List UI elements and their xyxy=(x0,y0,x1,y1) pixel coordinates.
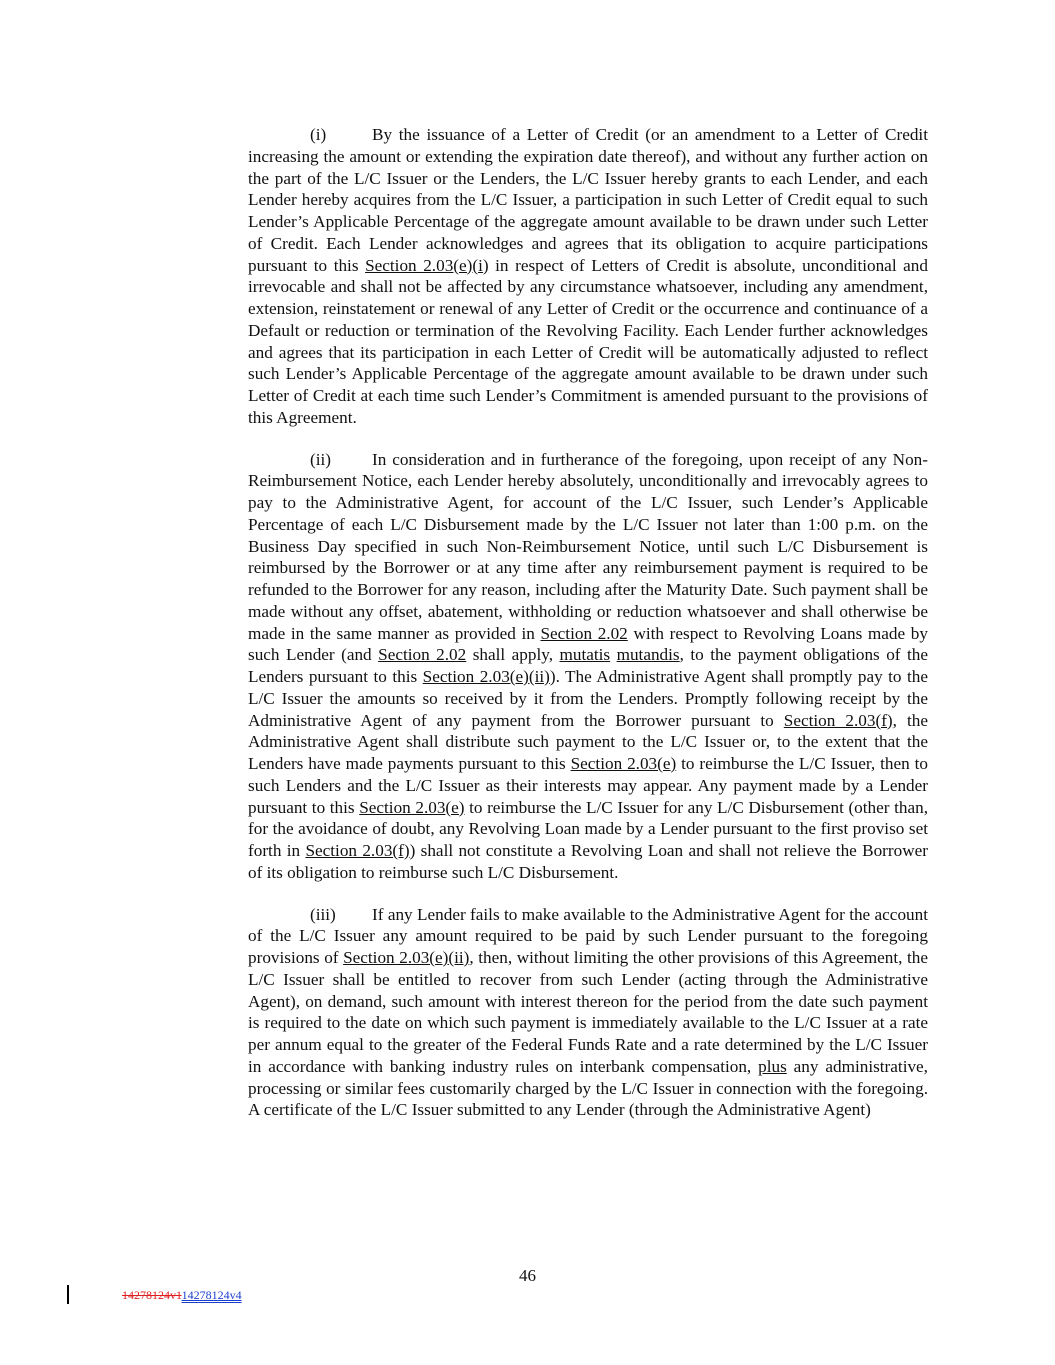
latin-term: mutandis xyxy=(616,645,680,665)
paragraph-number: (iii) xyxy=(310,904,336,924)
paragraph-text: By the issuance of a Letter of Credit (or an amendment to a Letter of Credit increasing the amount or extending the expiration date thereof), and without any further action on the part of the L/C Issuer or the Lenders, the L/C Issuer hereby grants to each Lender, and each Lender hereby acquires from the L/C Issuer, a participation in such Letter of Credit equal to such Lender’s Applicable Percentage of the aggregate amount available to be drawn under such Letter of Credit. Each Lender acknowledges and agrees that its obligation to acquire participations pursuant to this xyxy=(248,125,928,275)
paragraph-iii xyxy=(248,904,928,1122)
paragraph-text: shall apply, xyxy=(466,645,560,665)
paragraph-text: ) shall not constitute a Revolving Loan and shall not relieve the Borrower of its obligation to reimburse such L/C Disbursement. xyxy=(248,841,928,882)
section-reference: Section 2.03(e)(ii) xyxy=(422,667,550,686)
paragraph-text: ). The Administrative Agent shall promptly pay to the L/C Issuer the amounts so received by it from the Lenders. Promptly following receipt by the Administrative Agent of any payment from the Borrower pursuant to xyxy=(248,667,928,730)
paragraph-text: , the Administrative Agent shall distribute such payment to the L/C Issuer or, to the extent that the Lenders have made payments pursuant to this xyxy=(248,710,928,773)
docid-inserted: 14278124v4 xyxy=(181,1288,242,1302)
paragraph-text: to reimburse the L/C Issuer for any L/C Disbursement (other than, for the avoidance of doubt, any Revolving Loan made by a Lender pursuant to the first proviso set forth in xyxy=(248,797,928,860)
page-number: 46 xyxy=(519,1266,536,1285)
section-reference: Section 2.03(f) xyxy=(305,841,410,860)
paragraph-text: If any Lender fails to make available to the Administrative Agent for the account of the L/C Issuer any amount required to be paid by such Lender pursuant to the foregoing provisions of xyxy=(248,904,928,967)
emphasis-term: plus xyxy=(758,1056,787,1076)
section-reference: Section 2.02 xyxy=(378,645,467,665)
section-reference: Section 2.03(e) xyxy=(570,754,677,773)
paragraph-number: (ii) xyxy=(310,449,331,469)
section-reference: Section 2.03(f) xyxy=(783,710,893,730)
section-reference: Section 2.03(e)(ii) xyxy=(343,948,470,967)
document-id xyxy=(122,1288,242,1303)
section-reference: Section 2.03(e) xyxy=(359,797,465,817)
paragraph-number: (i) xyxy=(310,125,327,144)
paragraph-text: in respect of Letters of Credit is absolute, unconditional and irrevocable and shall not be affected by any circumstance whatsoever, including any amendment, extension, reinstatement or renewal of any Letter of Credit or the occurrence and continuance of a Default or reduction or termination of the Revolving Facility. Each Lender further acknowledges and agrees that its participation in each Letter of Credit will be automatically adjusted to reflect such Lender’s Applicable Percentage of the aggregate amount available to be drawn under such Letter of Credit at each time such Lender’s Commitment is amended pursuant to the provisions of this Agreement. xyxy=(248,255,928,427)
paragraph-ii xyxy=(248,449,928,884)
paragraph-text: to reimburse the L/C Issuer, then to such Lenders and the L/C Issuer as their interests may appear. Any payment made by a Lender pursuant to this xyxy=(248,754,928,817)
paragraph-text: with respect to Revolving Loans made by such Lender (and xyxy=(248,623,928,665)
latin-term: mutatis xyxy=(559,645,611,665)
paragraph-text: In consideration and in furtherance of the foregoing, upon receipt of any Non-Reimbursement Notice, each Lender hereby absolutely, unconditionally and irrevocably agrees to pay to the Administrative Agent, for account of the L/C Issuer, such Lender’s Applicable Percentage of each L/C Disbursement made by the L/C Issuer not later than 1:00 p.m. on the Business Day specified in such Non-Reimbursement Notice, until such L/C Disbursement is reimbursed by the Borrower or at any time after any reimbursement payment is required to be refunded to the Borrower for any reason, including after the Maturity Date. Such payment shall be made without any offset, abatement, withholding or reduction whatsoever and shall otherwise be made in the same manner as provided in xyxy=(248,449,928,643)
revision-change-bar xyxy=(67,1285,69,1304)
paragraph-text: any administrative, processing or similar fees customarily charged by the L/C Issuer in connection with the foregoing. A certificate of the L/C Issuer submitted to any Lender (through the Administrative Agent) xyxy=(248,1056,928,1120)
paragraph-text: , then, without limiting the other provisions of this Agreement, the L/C Issuer shall be entitled to recover from such Lender (acting through the Administrative Agent), on demand, such amount with interest thereon for the period from the date such payment is required to the date on which such payment is immediately available to the L/C Issuer at a rate per annum equal to the greater of the Federal Funds Rate and a rate determined by the L/C Issuer in accordance with banking industry rules on interbank compensation, xyxy=(248,948,929,1076)
docid-deleted: 14278124v1 xyxy=(122,1288,182,1302)
paragraph-text: , to the payment obligations of the Lenders pursuant to this xyxy=(248,645,929,686)
section-reference: Section 2.03(e)(i) xyxy=(365,255,489,275)
document-body xyxy=(248,124,928,1141)
section-reference: Section 2.02 xyxy=(540,623,628,643)
paragraph-i xyxy=(248,124,928,429)
